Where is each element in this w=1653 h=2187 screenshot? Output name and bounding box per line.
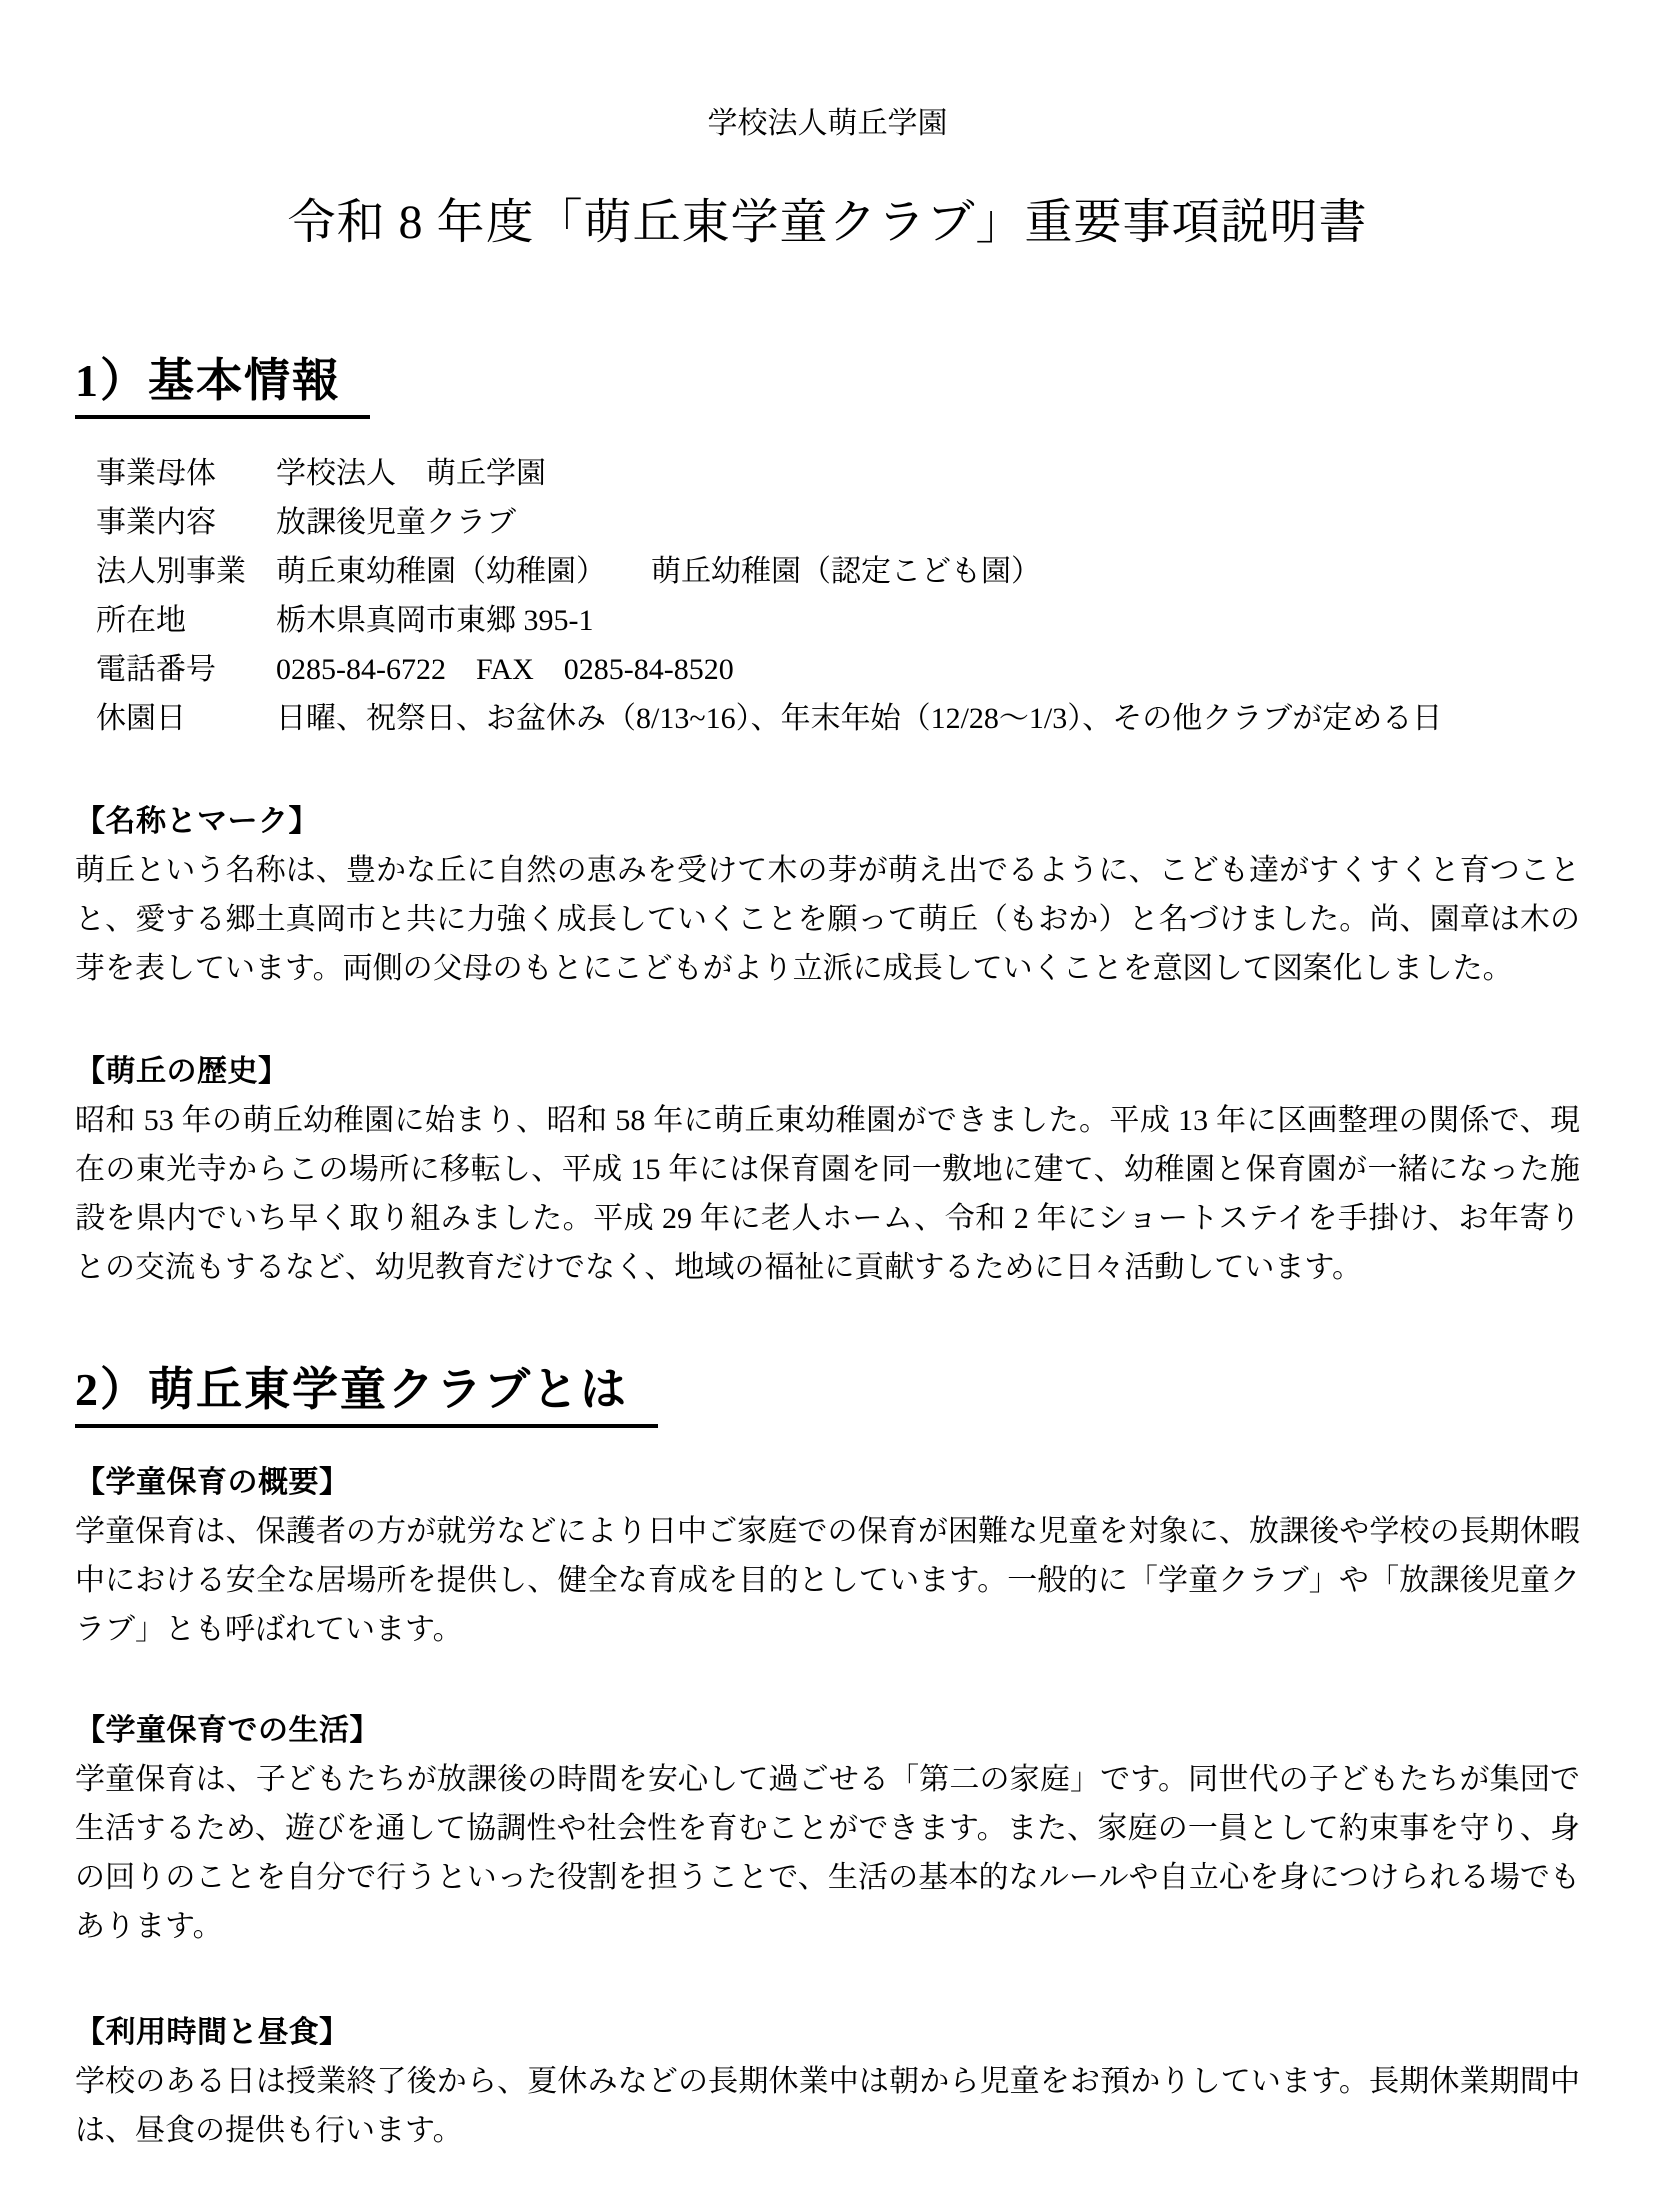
organization-name: 学校法人萌丘学園 <box>707 107 948 140</box>
info-row-address <box>96 596 1580 645</box>
subsection-body: 学童保育は、保護者の方が就労などにより日中ご家庭での保育が困難な児童を対象に、放課後や学校の長期休暇中における安全な居場所を提供し、健全な育成を目的としています。一般的に「学童クラブ」や「放課後児童クラブ」とも呼ばれています。 <box>75 1515 1580 1646</box>
info-value: 放課後児童クラブ <box>276 506 516 539</box>
info-row-business <box>96 498 1580 547</box>
subsection-heading: 【萌丘の歴史】 <box>75 1055 289 1088</box>
subsection-heading: 【利用時間と昼食】 <box>75 2016 350 2049</box>
subsection-heading: 【学童保育の概要】 <box>75 1466 350 1499</box>
subsection-overview <box>75 1458 1580 1654</box>
section-2-heading-text: 2）萌丘東学童クラブとは <box>75 1361 658 1428</box>
info-value: 日曜、祝祭日、お盆休み（8/13~16）、年末年始（12/28～1/3）、その他クラブが定める日 <box>276 702 1443 735</box>
info-value: 0285-84-6722 FAX 0285-84-8520 <box>276 653 734 686</box>
basic-info-list <box>96 449 1580 743</box>
subsection-history <box>75 1047 1580 1292</box>
subsection-daily-life <box>75 1706 1580 1951</box>
subsection-body: 学童保育は、子どもたちが放課後の時間を安心して過ごせる「第二の家庭」です。同世代の子どもたちが集団で生活するため、遊びを通して協調性や社会性を育むことができます。また、家庭の一員として約束事を守り、身の回りのことを自分で行うといった役割を担うことで、生活の基本的なルールや自立心を身につけられる場でもあります。 <box>75 1763 1580 1943</box>
info-label: 所在地 <box>96 604 186 637</box>
info-value: 萌丘東幼稚園（幼稚園） 萌丘幼稚園（認定こども園） <box>276 555 1041 588</box>
section-2-heading <box>75 1361 1580 1428</box>
subsection-body: 昭和 53 年の萌丘幼稚園に始まり、昭和 58 年に萌丘東幼稚園ができました。平成 13 年に区画整理の関係で、現在の東光寺からこの場所に移転し、平成 15 年には保育園を同一敷地に建て、幼稚園と保育園が一緒になった施設を県内でいち早く取り組みました。平成 29 年に老人ホーム、令和 2 年にショートステイを手掛け、お年寄りとの交流もするなど、幼児教育だけでなく、地域の福祉に貢献するために日々活動しています。 <box>75 1104 1580 1284</box>
subsection-hours-and-lunch <box>75 2008 1580 2155</box>
section-1-heading-text: 1）基本情報 <box>75 352 370 419</box>
info-row-closed-days <box>96 694 1580 743</box>
info-value: 栃木県真岡市東郷 395-1 <box>276 604 594 637</box>
info-label: 事業母体 <box>96 457 216 490</box>
section-1-heading <box>75 352 1580 419</box>
info-label: 休園日 <box>96 702 186 735</box>
subsection-heading: 【学童保育での生活】 <box>75 1714 380 1747</box>
info-label: 事業内容 <box>96 506 216 539</box>
subsection-heading: 【名称とマーク】 <box>75 805 319 838</box>
subsection-name-and-mark <box>75 797 1580 993</box>
document-title: 令和 8 年度「萌丘東学童クラブ」重要事項説明書 <box>287 196 1368 249</box>
info-row-affiliates <box>96 547 1580 596</box>
info-row-operator <box>96 449 1580 498</box>
info-label: 法人別事業 <box>96 555 246 588</box>
subsection-body: 学校のある日は授業終了後から、夏休みなどの長期休業中は朝から児童をお預かりしています。長期休業期間中は、昼食の提供も行います。 <box>75 2065 1580 2147</box>
info-value: 学校法人 萌丘学園 <box>276 457 546 490</box>
info-label: 電話番号 <box>96 653 216 686</box>
info-row-phone <box>96 645 1580 694</box>
subsection-body: 萌丘という名称は、豊かな丘に自然の恵みを受けて木の芽が萌え出でるように、こども達がすくすくと育つことと、愛する郷土真岡市と共に力強く成長していくことを願って萌丘（もおか）と名づけました。尚、園章は木の芽を表しています。両側の父母のもとにこどもがより立派に成長していくことを意図して図案化しました。 <box>75 854 1580 985</box>
